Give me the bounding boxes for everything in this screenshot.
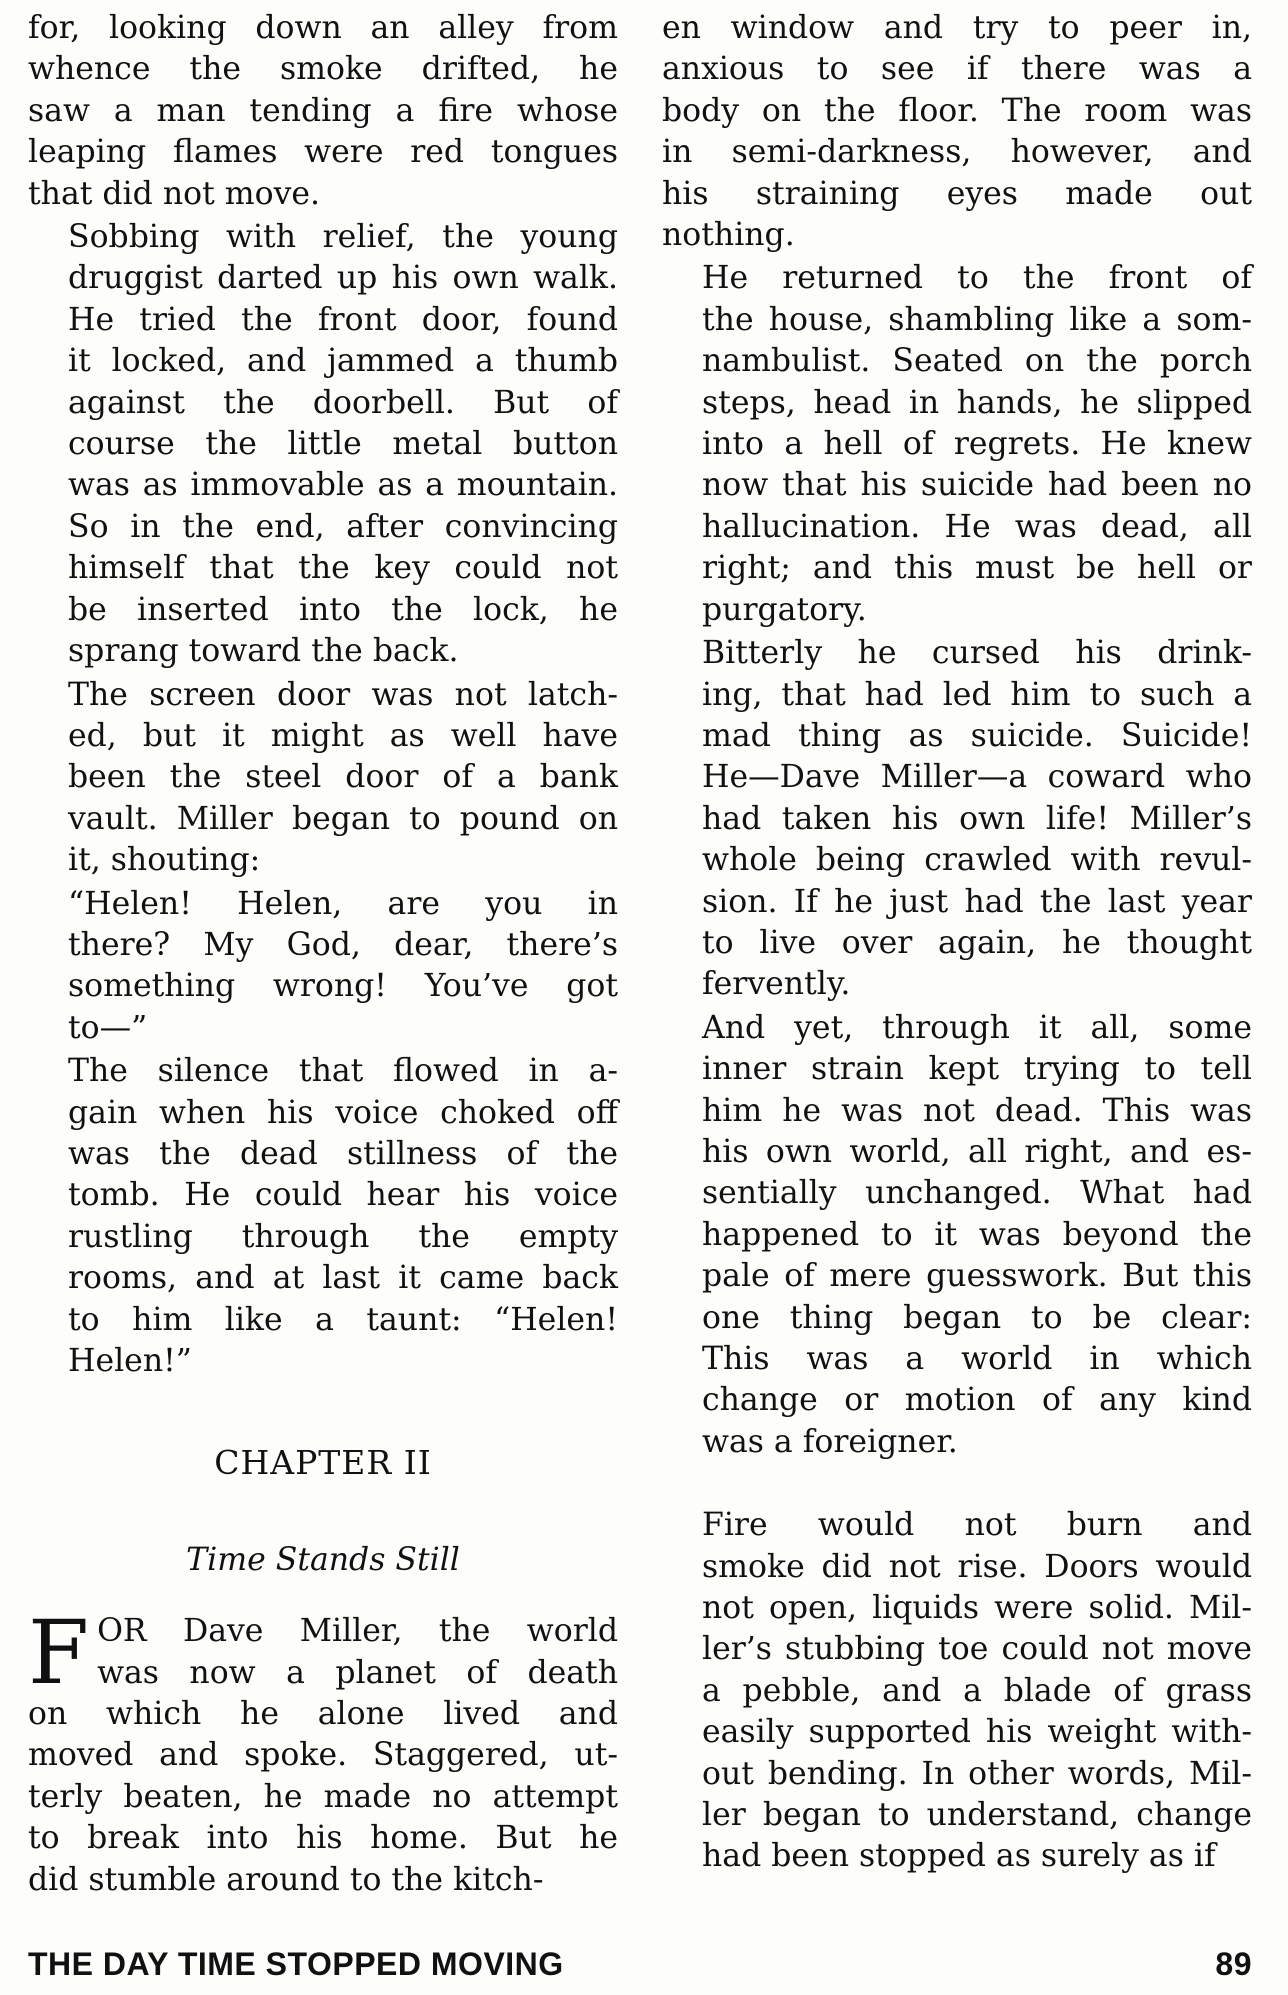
text-line: to break into his home. But he xyxy=(28,1820,618,1857)
text-line: Helen!” xyxy=(68,1343,192,1379)
text-line: He returned to the front of xyxy=(702,260,1252,297)
text-line: Sobbing with relief, the young xyxy=(68,219,618,256)
text-line: not open, liquids were solid. Mil- xyxy=(702,1590,1252,1627)
text-line: whole being crawled with revul- xyxy=(702,842,1252,879)
text-line: The silence that flowed in a- xyxy=(68,1053,618,1090)
text-line: So in the end, after convincing xyxy=(68,508,618,545)
text-line: be inserted into the lock, he xyxy=(68,591,618,628)
paragraph xyxy=(28,1051,618,1382)
text-line: a pebble, and a blade of grass xyxy=(702,1672,1252,1709)
text-line: himself that the key could not xyxy=(68,550,618,587)
text-line: “Helen! Helen, are you in xyxy=(68,885,618,922)
text-line: en window and try to peer in, xyxy=(662,10,1252,46)
text-line: body on the floor. The room was xyxy=(662,92,1252,129)
text-line: easily supported his weight with- xyxy=(702,1714,1252,1751)
text-line: to him like a taunt: “Helen! xyxy=(68,1301,618,1338)
paragraph xyxy=(28,884,618,1050)
text-line: hallucination. He was dead, all xyxy=(702,508,1252,545)
text-line: sprang toward the back. xyxy=(68,633,459,670)
page-number: 89 xyxy=(1215,1946,1252,1982)
text-line: had been stopped as surely as if xyxy=(702,1838,1216,1875)
text-line: ler’s stubbing toe could not move xyxy=(702,1631,1252,1668)
text-line: vault. Miller began to pound on xyxy=(68,800,618,837)
text-line: moved and spoke. Staggered, ut- xyxy=(28,1737,618,1774)
text-line: Bitterly he cursed his drink- xyxy=(702,635,1252,672)
text-line: his own world, all right, and es- xyxy=(702,1133,1252,1170)
text-line: ed, but it might as well have xyxy=(68,717,618,754)
text-line: tomb. He could hear his voice xyxy=(68,1177,618,1214)
chapter-heading: CHAPTER II xyxy=(214,1443,432,1483)
text-line: saw a man tending a fire whose xyxy=(28,92,618,129)
paragraph xyxy=(662,1008,1252,1463)
paragraph xyxy=(662,258,1252,631)
text-line: He—Dave Miller—a coward who xyxy=(702,759,1252,796)
text-line: rooms, and at last it came back xyxy=(68,1260,618,1297)
text-line: purgatory. xyxy=(702,591,867,628)
text-line: ing, that had led him to such a xyxy=(702,676,1252,713)
text-line: change or motion of any kind xyxy=(702,1382,1252,1419)
text-line: him he was not dead. This was xyxy=(702,1092,1252,1129)
text-line: right; and this must be hell or xyxy=(702,550,1252,587)
text-line: mad thing as suicide. Suicide! xyxy=(702,717,1252,754)
text-line: The screen door was not latch- xyxy=(68,676,618,713)
text-line: This was a world in which xyxy=(702,1341,1252,1377)
text-line: druggist darted up his own walk. xyxy=(68,260,618,297)
text-line: for, looking down an alley from xyxy=(28,10,618,46)
running-title: THE DAY TIME STOPPED MOVING xyxy=(28,1946,564,1982)
text-line: to—” xyxy=(68,1009,148,1046)
text-line: sentially unchanged. What had xyxy=(702,1175,1252,1212)
text-line: OR Dave Miller, the world xyxy=(97,1613,618,1650)
text-line: there? My God, dear, there’s xyxy=(68,926,618,963)
paragraph xyxy=(662,633,1252,1006)
text-line: course the little metal button xyxy=(68,426,618,463)
paragraph xyxy=(28,217,618,672)
text-line: into a hell of regrets. He knew xyxy=(702,426,1252,463)
text-line: out bending. In other words, Mil- xyxy=(702,1755,1252,1792)
text-line: anxious to see if there was a xyxy=(662,51,1252,88)
page-footer xyxy=(28,1946,1260,1990)
text-line: Fire would not burn and xyxy=(702,1507,1252,1544)
text-line: it locked, and jammed a thumb xyxy=(68,343,618,380)
section-gap xyxy=(662,1463,1252,1503)
text-line: something wrong! You’ve got xyxy=(68,968,618,1005)
text-line: was now a planet of death xyxy=(97,1654,618,1691)
drop-cap: F xyxy=(28,1601,90,1705)
text-line: pale of mere guesswork. But this xyxy=(702,1258,1252,1295)
text-line: smoke did not rise. Doors would xyxy=(702,1548,1252,1585)
text-line: had taken his own life! Miller’s xyxy=(702,800,1252,837)
text-line: was a foreigner. xyxy=(702,1423,958,1460)
text-line: now that his suicide had been no xyxy=(702,467,1252,504)
text-line: nambulist. Seated on the porch xyxy=(702,343,1252,380)
left-column xyxy=(28,8,618,1901)
text-line: his straining eyes made out xyxy=(662,175,1252,212)
text-line: whence the smoke drifted, he xyxy=(28,51,618,88)
text-line: rustling through the empty xyxy=(68,1218,618,1255)
text-line: in semi-darkness, however, and xyxy=(662,134,1252,171)
paragraph xyxy=(28,1694,618,1901)
paragraph xyxy=(662,1505,1252,1878)
dropcap-lines xyxy=(28,1601,618,1705)
text-line: one thing began to be clear: xyxy=(702,1299,1252,1336)
text-line: terly beaten, he made no attempt xyxy=(28,1778,618,1815)
chapter-subtitle: Time Stands Still xyxy=(186,1541,460,1578)
right-column xyxy=(662,8,1252,1878)
text-line: leaping flames were red tongues xyxy=(28,134,618,171)
text-line: He tried the front door, found xyxy=(68,301,618,338)
text-line: steps, head in hands, he slipped xyxy=(702,384,1252,421)
text-line: it, shouting: xyxy=(68,842,261,879)
text-line: nothing. xyxy=(662,217,795,254)
text-line: And yet, through it all, some xyxy=(702,1009,1252,1046)
dropcap-paragraph xyxy=(28,1601,618,1901)
text-line: gain when his voice choked off xyxy=(68,1094,618,1131)
text-line: against the doorbell. But of xyxy=(68,384,618,421)
paragraph xyxy=(662,8,1252,256)
text-line: was the dead stillness of the xyxy=(68,1135,618,1172)
text-line: happened to it was beyond the xyxy=(702,1216,1252,1253)
text-line: to live over again, he thought xyxy=(702,924,1252,961)
text-line: been the steel door of a bank xyxy=(68,759,618,796)
text-line: on which he alone lived and xyxy=(28,1696,618,1733)
text-line: did stumble around to the kitch- xyxy=(28,1861,544,1898)
text-line: was as immovable as a mountain. xyxy=(68,467,618,504)
text-line: inner strain kept trying to tell xyxy=(702,1051,1252,1088)
text-line: fervently. xyxy=(702,966,851,1003)
text-line: sion. If he just had the last year xyxy=(702,883,1252,920)
text-line: the house, shambling like a som- xyxy=(702,301,1252,338)
paragraph xyxy=(28,675,618,882)
text-line: ler began to understand, change xyxy=(702,1797,1252,1834)
paragraph xyxy=(28,8,618,215)
text-line: that did not move. xyxy=(28,175,321,212)
